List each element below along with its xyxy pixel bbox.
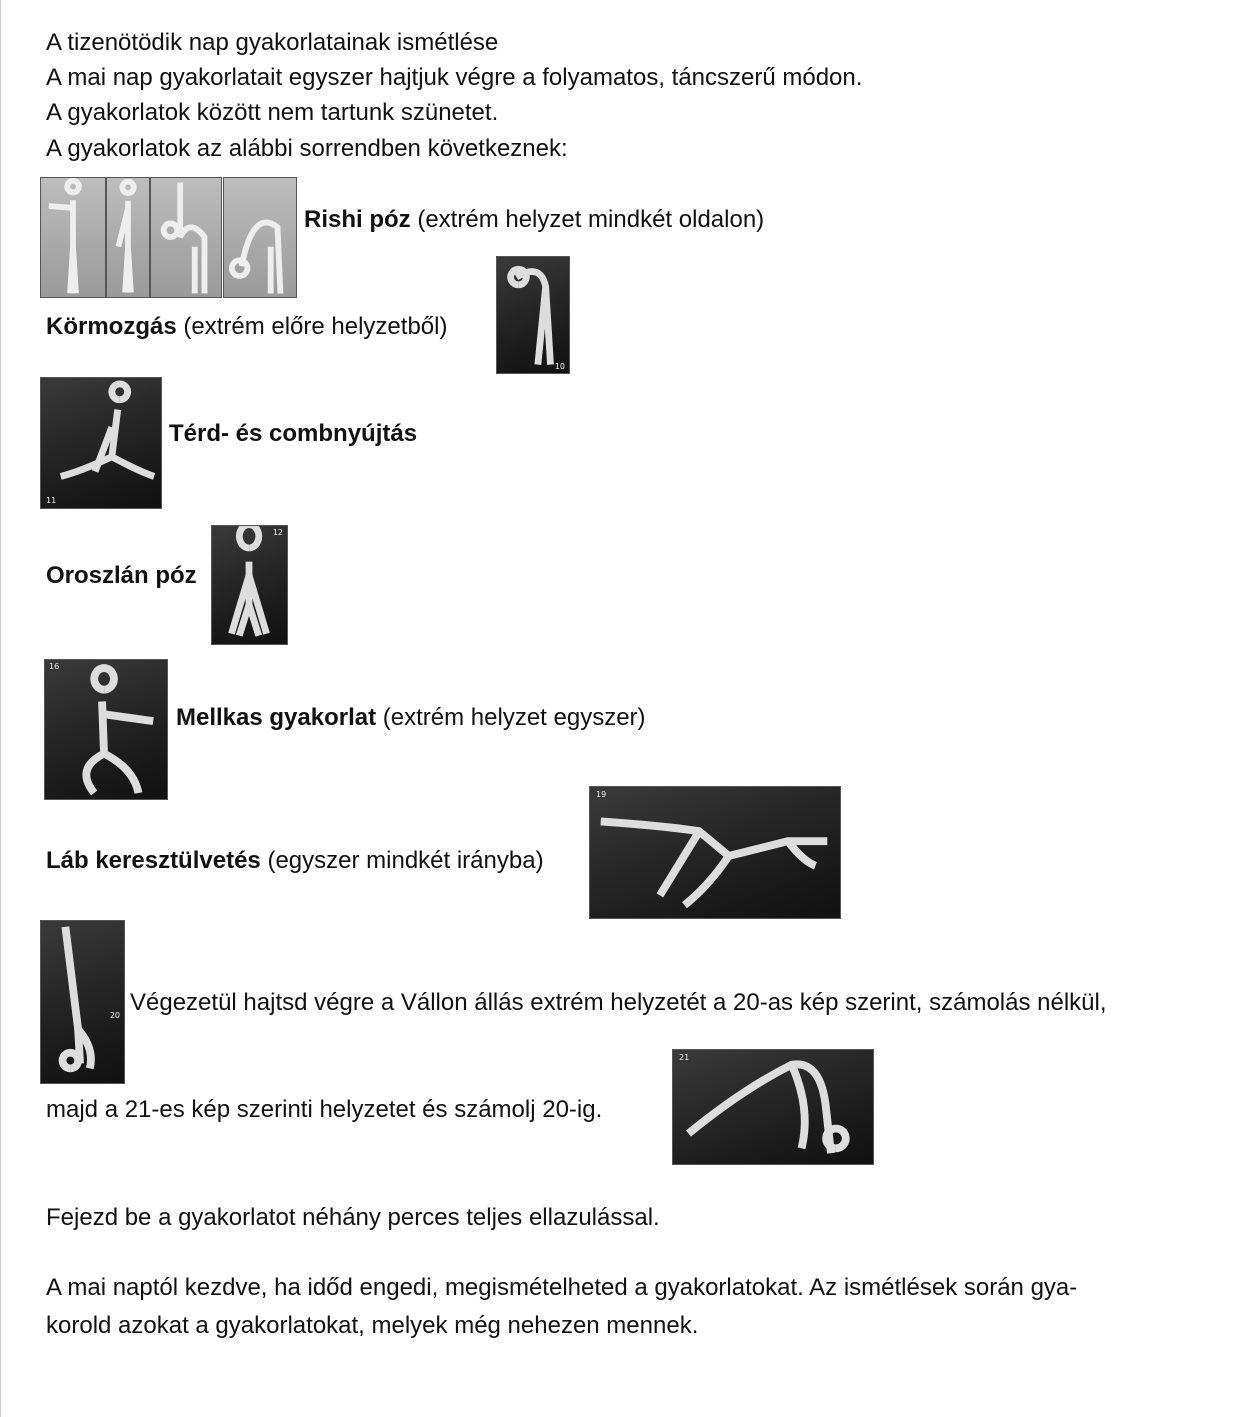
exercise-kormozgas (46, 312, 447, 342)
final-line-2: majd a 21-es kép szerinti helyzetet és számolj 20-ig. (46, 1096, 603, 1123)
terd-photo-number: 11 (46, 496, 57, 505)
lab-photo-number: 19 (596, 790, 607, 799)
exercise-mellkas (176, 703, 646, 733)
kormozgas-photo (496, 256, 570, 374)
page-border (0, 0, 1, 1417)
intro-line-2: A mai nap gyakorlatait egyszer hajtjuk végre a folyamatos, táncszerű módon. (46, 64, 863, 91)
exercise-lab-note: (egyszer mindkét irányba) (260, 847, 544, 874)
exercise-rishi (304, 205, 764, 235)
rishi-photo-3 (150, 177, 222, 298)
exercise-rishi-note: (extrém helyzet mindkét oldalon) (410, 206, 765, 233)
exercise-lab (46, 846, 544, 876)
oroszlan-photo-number: 12 (272, 528, 283, 537)
rishi-photo-4 (223, 177, 297, 298)
repeat-line-2: korold azokat a gyakorlatokat, melyek még nehezen mennek. (46, 1312, 699, 1339)
intro-line-4: A gyakorlatok az alábbi sorrendben következnek: (46, 135, 568, 162)
kormozgas-photo-number: 10 (554, 362, 565, 371)
oroszlan-photo (211, 525, 288, 645)
mellkas-photo-number: 16 (49, 662, 60, 671)
repeat-line-1: A mai naptól kezdve, ha időd engedi, megismételheted a gyakorlatokat. Az ismétlések során gya- (46, 1274, 1078, 1301)
exercise-terd (169, 419, 417, 449)
rishi-photo-2 (106, 177, 150, 298)
mellkas-photo (44, 659, 168, 800)
closing-line: Fejezd be a gyakorlatot néhány perces teljes ellazulással. (46, 1204, 660, 1231)
exercise-kormozgas-note: (extrém előre helyzetből) (176, 313, 448, 340)
rishi-photo-1 (40, 177, 106, 298)
exercise-terd-name: Térd- és combnyújtás (169, 420, 418, 447)
exercise-mellkas-note: (extrém helyzet egyszer) (376, 704, 646, 731)
exercise-kormozgas-name: Körmozgás (46, 313, 177, 340)
exercise-lab-name: Láb keresztülvetés (46, 847, 261, 874)
final-line-1: Végezetül hajtsd végre a Vállon állás extrém helyzetét a 20-as kép szerint, számolás nélkül, (130, 989, 1107, 1016)
exercise-rishi-name: Rishi póz (304, 206, 411, 233)
vallon-allas-photo (40, 920, 125, 1084)
intro-line-3: A gyakorlatok között nem tartunk szünetet. (46, 99, 499, 126)
exercise-oroszlan-name: Oroszlán póz (46, 562, 197, 589)
vallon-allas-photo-number: 20 (109, 1011, 120, 1020)
eke-photo-number: 21 (679, 1053, 690, 1062)
terd-photo (40, 377, 162, 509)
intro-line-1: A tizenötödik nap gyakorlatainak ismétlése (46, 29, 499, 56)
eke-photo (672, 1049, 874, 1165)
exercise-oroszlan (46, 561, 197, 591)
lab-photo (589, 786, 841, 919)
exercise-mellkas-name: Mellkas gyakorlat (176, 704, 377, 731)
